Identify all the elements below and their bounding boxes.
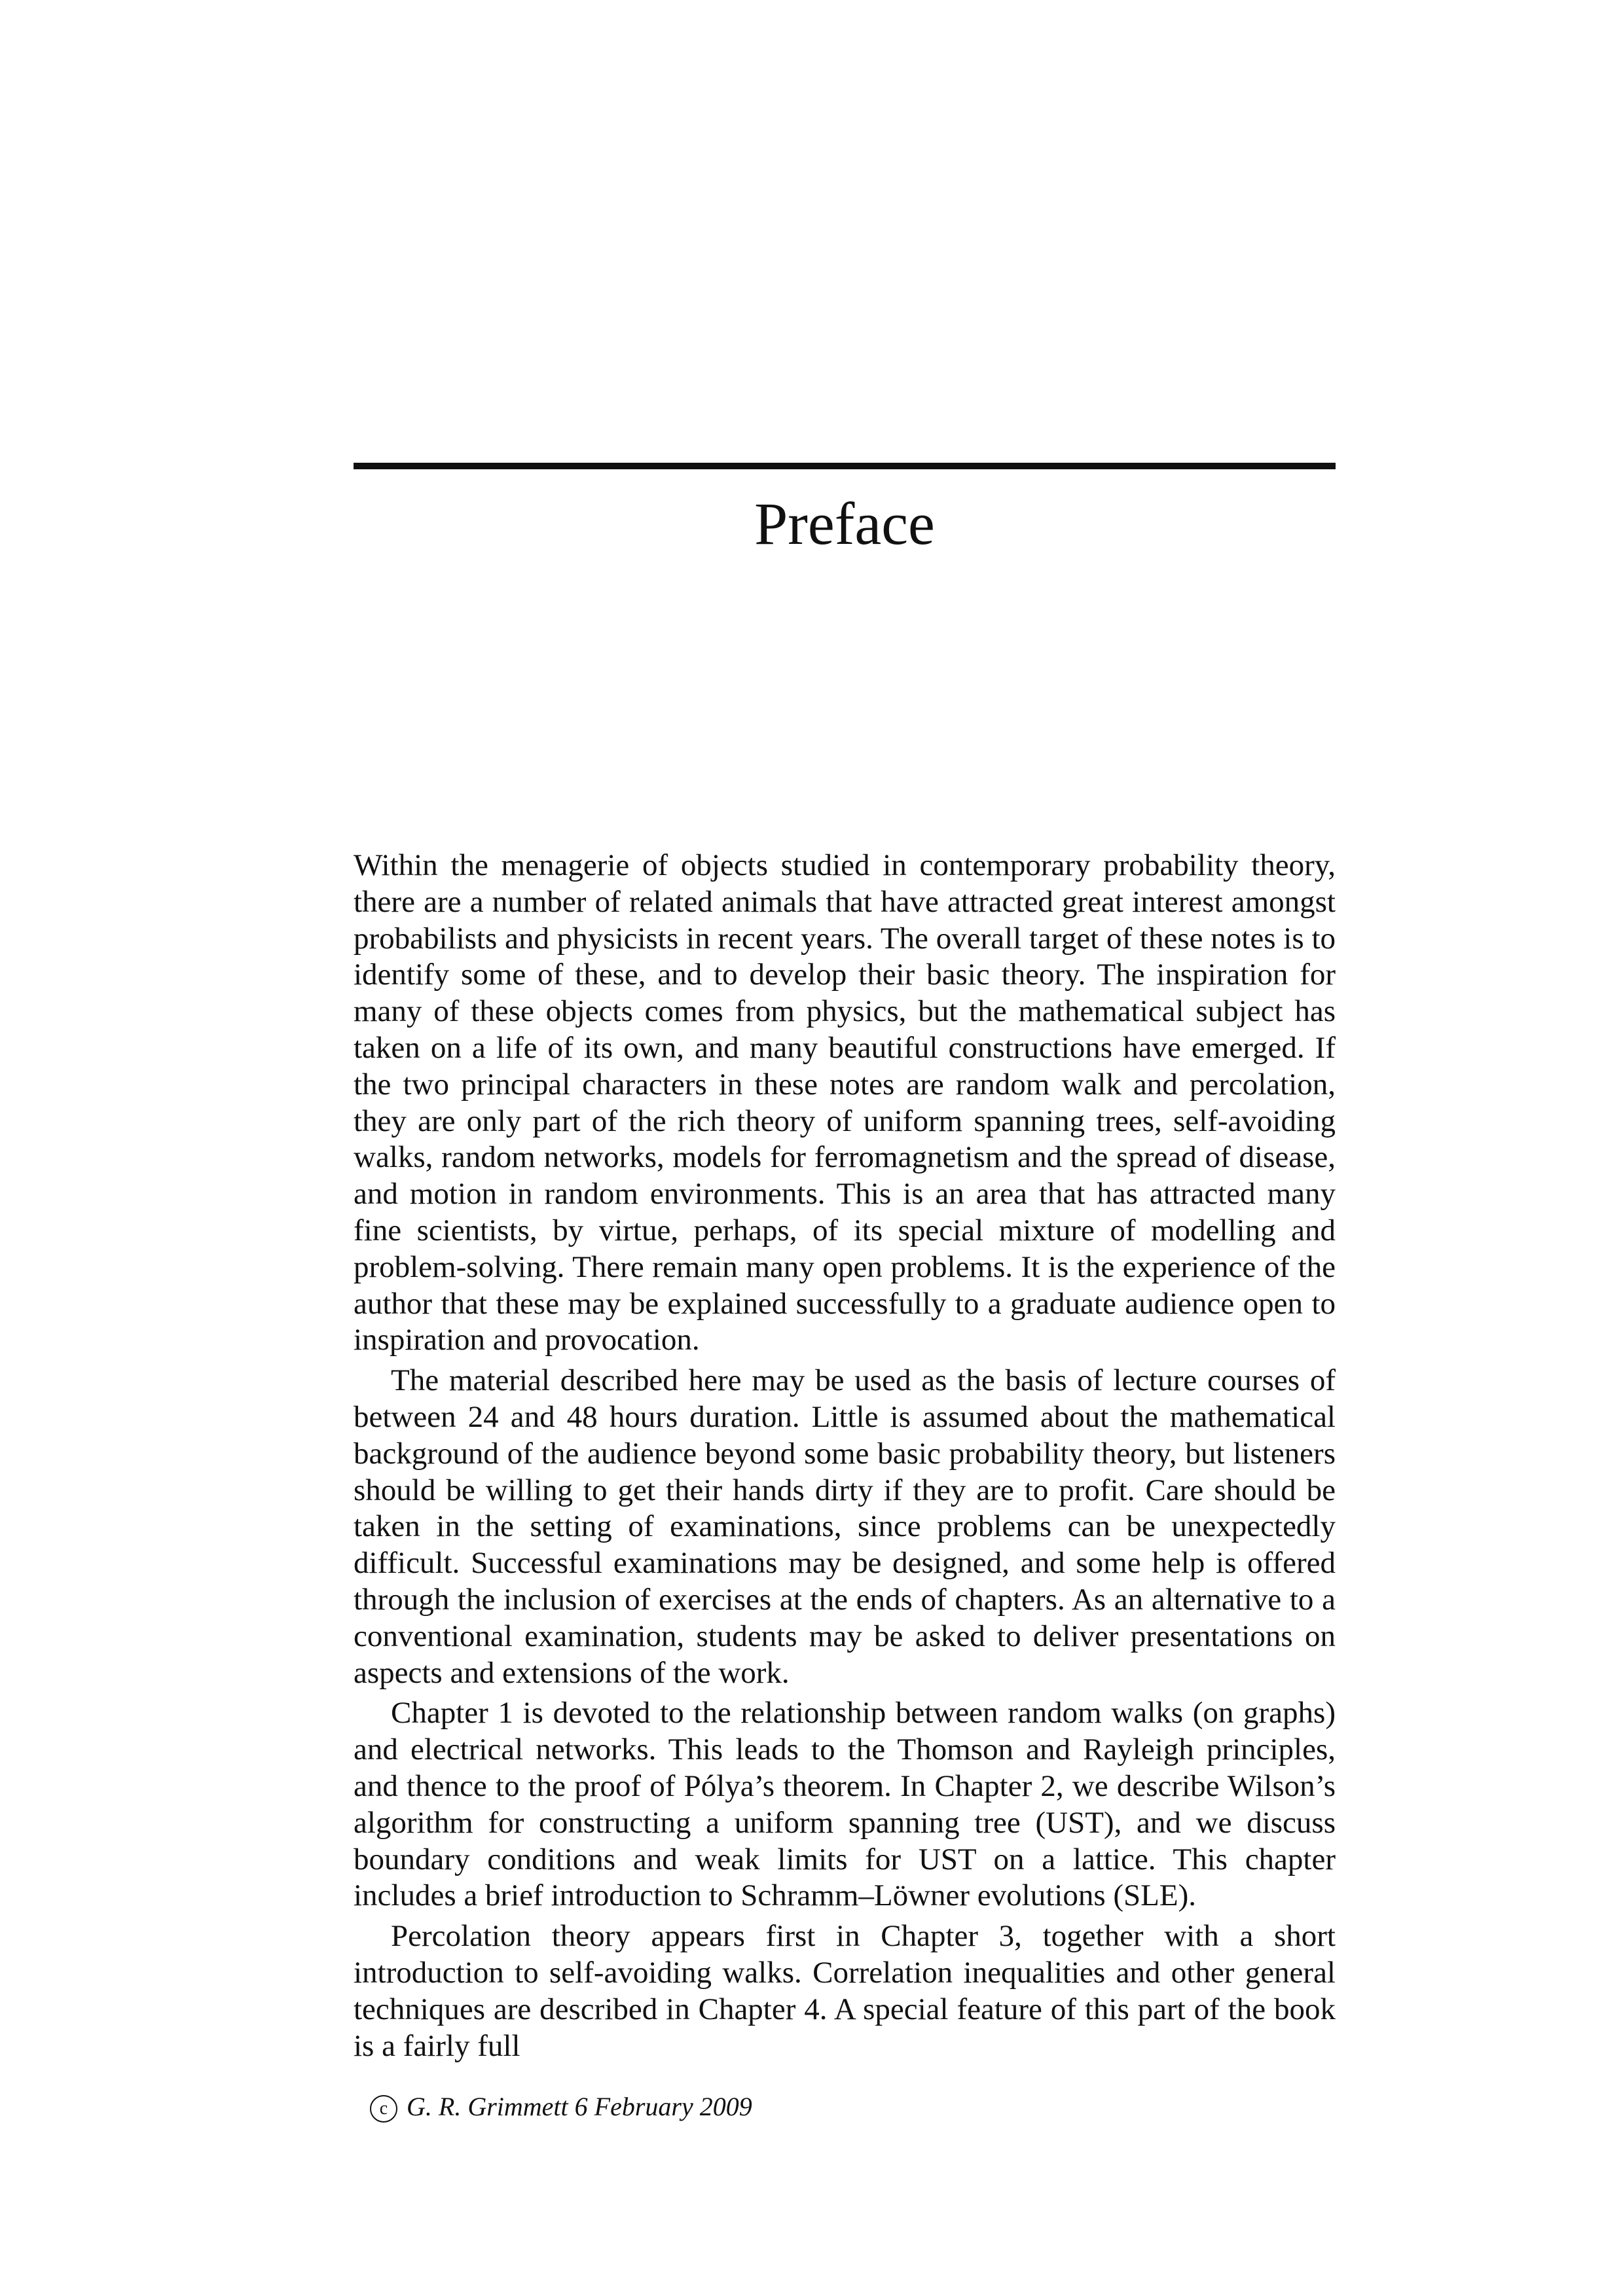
paragraph: Within the menagerie of objects studied in contemporary probability theory, there are a number of related animals that have attracted great interest amongst probabilists and physicists in recent years. The overall target of these notes is to identify some of these, and to develop their basic theory. The inspiration for many of these objects comes from physics, but the mathematical subject has taken on a life of its own, and many beautiful constructions have emerged. If the two principal characters in these notes are random walk and percolation, they are only part of the rich theory of uniform spanning trees, self-avoiding walks, random networks, models for ferromagnetism and the spread of disease, and motion in random environments. This is an area that has attracted many fine scientists, by virtue, perhaps, of its special mixture of modelling and problem-solving. There remain many open problems. It is the experience of the author that these may be explained successfully to a graduate audience open to inspiration and provocation. bbox=[354, 848, 1336, 1357]
copyright-icon: c bbox=[370, 2095, 397, 2123]
copyright-text: G. R. Grimmett 6 February 2009 bbox=[407, 2092, 752, 2121]
paragraph: The material described here may be used as the basis of lecture courses of between 24 and 48 hours duration. Little is assumed about the mathematical background of the audience beyond some basic probability theory, but listeners should be willing to get their hands dirty if they are to profit. Care should be taken in the setting of examinations, since problems can be unexpectedly difficult. Successful examinations may be designed, and some help is offered through the inclusion of exercises at the ends of chapters. As an alternative to a conventional examination, students may be asked to deliver presentations on aspects and extensions of the work. bbox=[354, 1363, 1336, 1690]
paragraph: Chapter 1 is devoted to the relationship between random walks (on graphs) and electrical networks. This leads to the Thomson and Rayleigh principles, and thence to the proof of Pólya’s theorem. In Chapter 2, we describe Wilson’s algorithm for constructing a uniform spanning tree (UST), and we discuss boundary conditions and weak limits for UST on a lattice. This chapter includes a brief introduction to Schramm–Löwner evolutions (SLE). bbox=[354, 1696, 1336, 1913]
preface-body bbox=[354, 848, 1336, 2068]
page-title: Preface bbox=[754, 490, 935, 557]
title-rule bbox=[354, 463, 1336, 469]
paragraph: Percolation theory appears first in Chapter 3, together with a short introduction to self-avoiding walks. Correlation inequalities and other general techniques are described in Chapter 4. A special feature of this part of the book is a fairly full bbox=[354, 1919, 1336, 2063]
copyright-footer bbox=[370, 2090, 752, 2124]
